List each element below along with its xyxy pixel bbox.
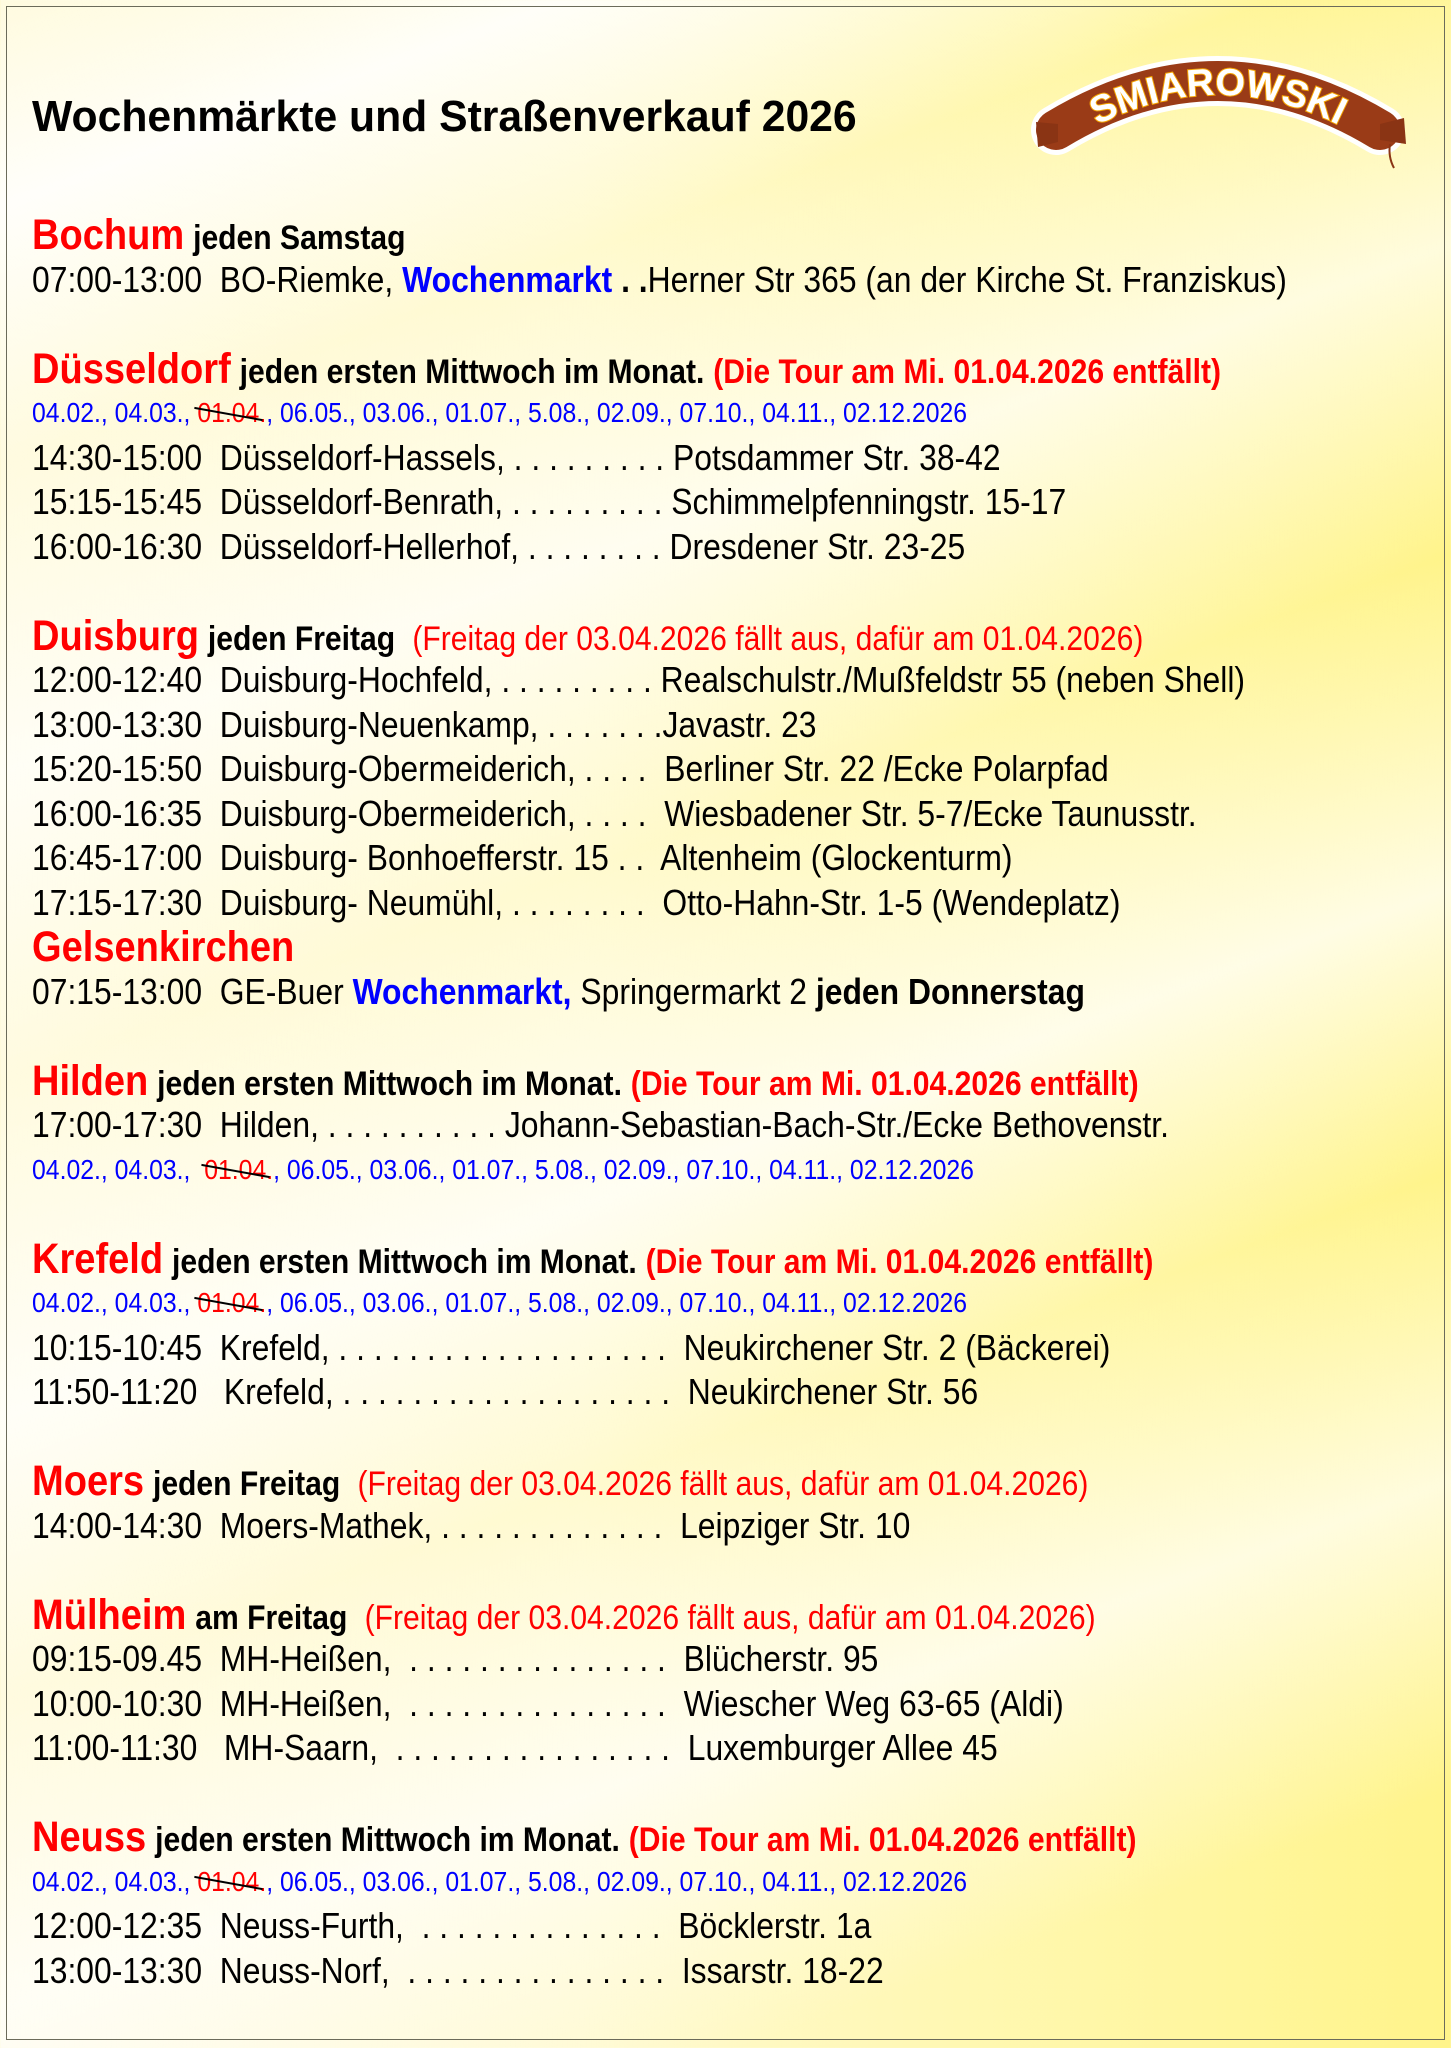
highlight-text: . . (612, 258, 648, 300)
cancellation-note: (Die Tour am Mi. 01.04.2026 entfällt) (628, 1821, 1137, 1859)
section-bochum (32, 213, 1451, 347)
schedule-row (32, 525, 1451, 570)
row-text: Herner Str 365 (an der Kirche St. Franziskus) (647, 258, 1287, 300)
section-hilden (32, 1056, 1451, 1237)
dates-after: , 06.05., 03.06., 01.07., 5.08., 02.09., 07.10., 04.11., 02.12.2026 (266, 1287, 968, 1318)
section-heading (32, 1459, 1451, 1504)
section-moers (32, 1459, 1451, 1593)
dates-line (32, 391, 1451, 436)
schedule-row (32, 658, 1451, 703)
row-text: 09:15-09.45 MH-Heißen, . . . . . . . . . . . . . . . Blücherstr. 95 (32, 1638, 879, 1679)
row-text: 07:15-13:00 GE-Buer (32, 970, 353, 1012)
row-text: 16:00-16:30 Düsseldorf-Hellerhof, . . . . . . . . Dresdener Str. 23-25 (32, 525, 966, 567)
city-name: Bochum (32, 211, 185, 259)
row-text: 16:45-17:00 Duisburg- Bonhoefferstr. 15 . . Altenheim (Glockenturm) (32, 837, 1013, 878)
schedule-row (32, 881, 1451, 926)
cancelled-date: 01.04. (197, 1281, 266, 1326)
section-heading (32, 344, 1451, 393)
cancellation-note: (Freitag der 03.04.2026 fällt aus, dafür am 01.04.2026) (356, 1598, 1096, 1637)
city-name: Neuss (32, 1813, 147, 1861)
section-heading (32, 1234, 1451, 1283)
schedule-row (32, 792, 1451, 837)
row-text: 15:15-15:45 Düsseldorf-Benrath, . . . . . . . . . Schimmelpfenningstr. 15-17 (32, 481, 1067, 522)
cancellation-note: (Die Tour am Mi. 01.04.2026 entfällt) (630, 1064, 1139, 1103)
row-text: Springermarkt 2 (571, 970, 816, 1012)
city-name: Duisburg (32, 611, 200, 660)
section-gelsenkirchen (32, 925, 1451, 1059)
dates-after: , 06.05., 03.06., 01.07., 5.08., 02.09., 07.10., 04.11., 02.12.2026 (273, 1153, 974, 1185)
row-text: 17:00-17:30 Hilden, . . . . . . . . . . Johann-Sebastian-Bach-Str./Ecke Bethovenstr. (32, 1104, 1169, 1145)
dates-line (32, 1860, 1451, 1905)
schedule-row (32, 1949, 1451, 1994)
section-krefeld (32, 1234, 1451, 1460)
schedule: jeden Freitag (207, 619, 396, 658)
section-neuss (32, 1815, 1451, 1993)
schedule: jeden ersten Mittwoch im Monat. (171, 1242, 637, 1281)
section-heading (32, 925, 1451, 970)
section-heading (32, 1590, 1451, 1639)
schedule-row (32, 1370, 1451, 1415)
schedule: jeden ersten Mittwoch im Monat. (239, 352, 705, 391)
row-text: 11:00-11:30 MH-Saarn, . . . . . . . . . . . . . . . . Luxemburger Allee 45 (32, 1727, 998, 1768)
cancelled-date: 01.04. (204, 1148, 273, 1193)
spacer (32, 569, 1451, 614)
schedule: am Freitag (195, 1598, 348, 1637)
city-name: Gelsenkirchen (32, 923, 295, 971)
dates-line (32, 1281, 1451, 1326)
row-text: 10:00-10:30 MH-Heißen, . . . . . . . . . . . . . . . Wiescher Weg 63-65 (Aldi) (32, 1682, 1064, 1724)
row-text: 13:00-13:30 Duisburg-Neuenkamp, . . . . . . .Javastr. 23 (32, 703, 817, 745)
spacer (32, 302, 1451, 347)
spacer (32, 1548, 1451, 1593)
spacer (32, 1192, 1451, 1237)
schedule: jeden Freitag (152, 1465, 341, 1503)
spacer (32, 1014, 1451, 1059)
schedule-row (32, 1682, 1451, 1727)
dates-before: 04.02., 04.03., (32, 1865, 198, 1897)
schedule-row (32, 436, 1451, 481)
dates-after: , 06.05., 03.06., 01.07., 5.08., 02.09., 07.10., 04.11., 02.12.2026 (266, 397, 968, 428)
row-text: 07:00-13:00 BO-Riemke, (32, 258, 403, 300)
spacer (32, 1771, 1451, 1816)
schedule-row (32, 703, 1451, 748)
market-schedule (32, 213, 1451, 1993)
section-heading (32, 1815, 1451, 1860)
city-name: Mülheim (32, 1590, 187, 1639)
schedule-row (32, 258, 1451, 303)
dates-after: , 06.05., 03.06., 01.07., 5.08., 02.09., 07.10., 04.11., 02.12.2026 (266, 1865, 968, 1897)
schedule-row (32, 1637, 1451, 1682)
dates-line (32, 1148, 1451, 1193)
city-name: Krefeld (32, 1234, 164, 1283)
schedule-row (32, 1726, 1451, 1771)
row-text: 10:15-10:45 Krefeld, . . . . . . . . . . . . . . . . . . . Neukirchener Str. 2 (Bäckerei) (32, 1326, 1111, 1368)
svg-text:SMIAROWSKI: SMIAROWSKI (1083, 61, 1354, 134)
cancellation-note: (Freitag der 03.04.2026 fällt aus, dafür am 01.04.2026) (349, 1465, 1089, 1503)
section-heading (32, 611, 1451, 660)
highlight-text: Wochenmarkt, (352, 970, 572, 1012)
highlight-text: Wochenmarkt (402, 258, 613, 300)
dates-before: 04.02., 04.03., (32, 397, 198, 428)
schedule-row (32, 1103, 1451, 1148)
city-name: Moers (32, 1457, 145, 1505)
row-text: 12:00-12:40 Duisburg-Hochfeld, . . . . . . . . . Realschulstr./Mußfeldstr 55 (neben Shell) (32, 659, 1246, 700)
schedule-row (32, 747, 1451, 792)
row-text: 14:30-15:00 Düsseldorf-Hassels, . . . . . . . . . Potsdammer Str. 38-42 (32, 436, 1001, 478)
section-düsseldorf (32, 344, 1451, 614)
highlight-text: jeden Donnerstag (815, 970, 1085, 1012)
schedule-row (32, 1904, 1451, 1949)
schedule-row (32, 1504, 1451, 1549)
cancellation-note: (Die Tour am Mi. 01.04.2026 entfällt) (713, 352, 1222, 391)
page-title: Wochenmärkte und Straßenverkauf 2026 (32, 92, 857, 141)
cancellation-note: (Die Tour am Mi. 01.04.2026 entfällt) (645, 1242, 1154, 1281)
schedule-row (32, 480, 1451, 525)
section-heading (32, 1056, 1451, 1105)
row-text: 16:00-16:35 Duisburg-Obermeiderich, . . . . Wiesbadener Str. 5-7/Ecke Taunusstr. (32, 792, 1197, 834)
city-name: Hilden (32, 1056, 149, 1105)
cancelled-date: 01.04. (197, 391, 266, 436)
city-name: Düsseldorf (32, 344, 231, 393)
row-text: 12:00-12:35 Neuss-Furth, . . . . . . . . . . . . . . Böcklerstr. 1a (32, 1905, 872, 1946)
schedule: jeden ersten Mittwoch im Monat. (155, 1821, 620, 1859)
smiarowski-logo (1028, 52, 1413, 172)
schedule: jeden ersten Mittwoch im Monat. (157, 1064, 622, 1103)
row-text: 17:15-17:30 Duisburg- Neumühl, . . . . . . . . Otto-Hahn-Str. 1-5 (Wendeplatz) (32, 881, 1121, 923)
row-text: 13:00-13:30 Neuss-Norf, . . . . . . . . . . . . . . . Issarstr. 18-22 (32, 1949, 884, 1991)
section-duisburg (32, 611, 1451, 926)
section-heading (32, 213, 1451, 258)
cancelled-date: 01.04. (197, 1860, 266, 1905)
spacer (32, 1415, 1451, 1460)
schedule-row (32, 836, 1451, 881)
dates-before: 04.02., 04.03., (32, 1287, 198, 1318)
dates-before: 04.02., 04.03., (32, 1153, 205, 1185)
row-text: 14:00-14:30 Moers-Mathek, . . . . . . . . . . . . . Leipziger Str. 10 (32, 1504, 911, 1546)
cancellation-note: (Freitag der 03.04.2026 fällt aus, dafür am 01.04.2026) (404, 619, 1144, 658)
row-text: 15:20-15:50 Duisburg-Obermeiderich, . . . . Berliner Str. 22 /Ecke Polarpfad (32, 748, 1109, 789)
schedule-row (32, 970, 1451, 1015)
row-text: 11:50-11:20 Krefeld, . . . . . . . . . . . . . . . . . . . Neukirchener Str. 56 (32, 1371, 979, 1412)
schedule-row (32, 1326, 1451, 1371)
schedule: jeden Samstag (193, 219, 406, 257)
section-mülheim (32, 1590, 1451, 1816)
